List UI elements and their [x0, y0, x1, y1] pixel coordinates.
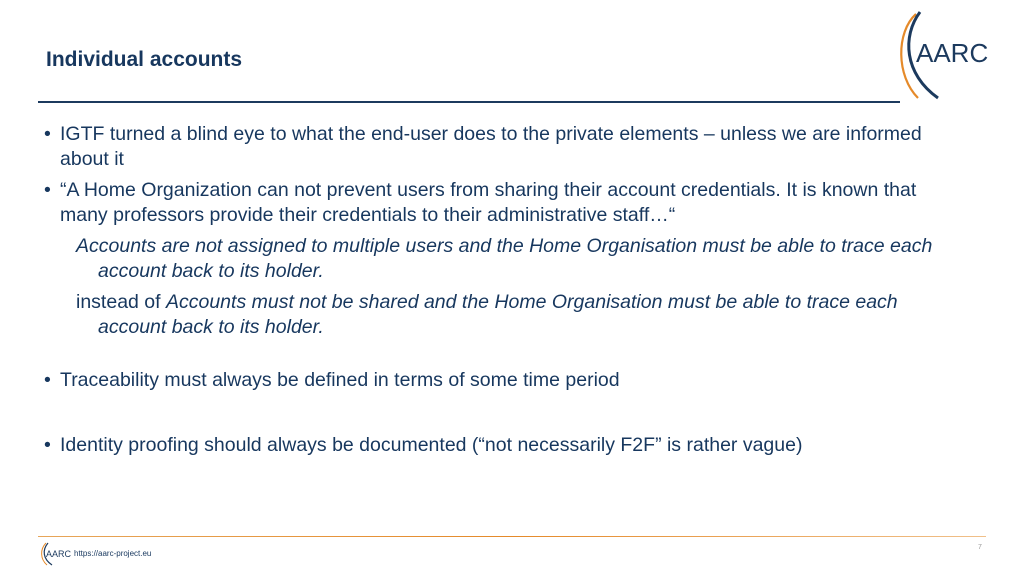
footer-logo-text: AARC — [46, 549, 72, 559]
quote-italic: Accounts must not be shared and the Home Organisation must be able to trace each account back to its holder. — [98, 291, 898, 338]
bullet-item — [44, 178, 934, 228]
bullet-dot: • — [44, 123, 51, 145]
bullet-item — [44, 433, 934, 458]
bullet-text: Traceability must always be defined in terms of some time period — [60, 369, 620, 391]
quote-old-wording — [76, 290, 934, 340]
bullet-dot: • — [44, 179, 51, 201]
footer-url-link[interactable]: https://aarc-project.eu — [74, 549, 152, 558]
quote-new-wording: Accounts are not assigned to multiple users and the Home Organisation must be able to trace each account back to its holder. — [76, 235, 933, 282]
logo-text: AARC — [916, 38, 989, 68]
slide-title: Individual accounts — [46, 48, 243, 71]
title-divider — [38, 101, 900, 103]
bullet-dot: • — [44, 434, 51, 456]
page-number: 7 — [978, 544, 982, 551]
bullet-text: Identity proofing should always be documented (“not necessarily F2F” is rather vague) — [60, 434, 803, 456]
slide-body — [44, 122, 934, 464]
bullet-dot: • — [44, 369, 51, 391]
bullet-text: IGTF turned a blind eye to what the end-user does to the private elements – unless we are informed about it — [60, 123, 922, 170]
quote-prefix: instead of — [76, 291, 166, 313]
bullet-item — [44, 122, 934, 172]
footer-divider — [38, 536, 986, 537]
bullet-text: “A Home Organization can not prevent users from sharing their account credentials. It is known that many professors provide their credentials to their administrative staff…“ — [60, 179, 917, 226]
footer-aarc-logo — [38, 542, 74, 566]
bullet-item — [44, 368, 934, 393]
aarc-logo — [888, 10, 998, 102]
